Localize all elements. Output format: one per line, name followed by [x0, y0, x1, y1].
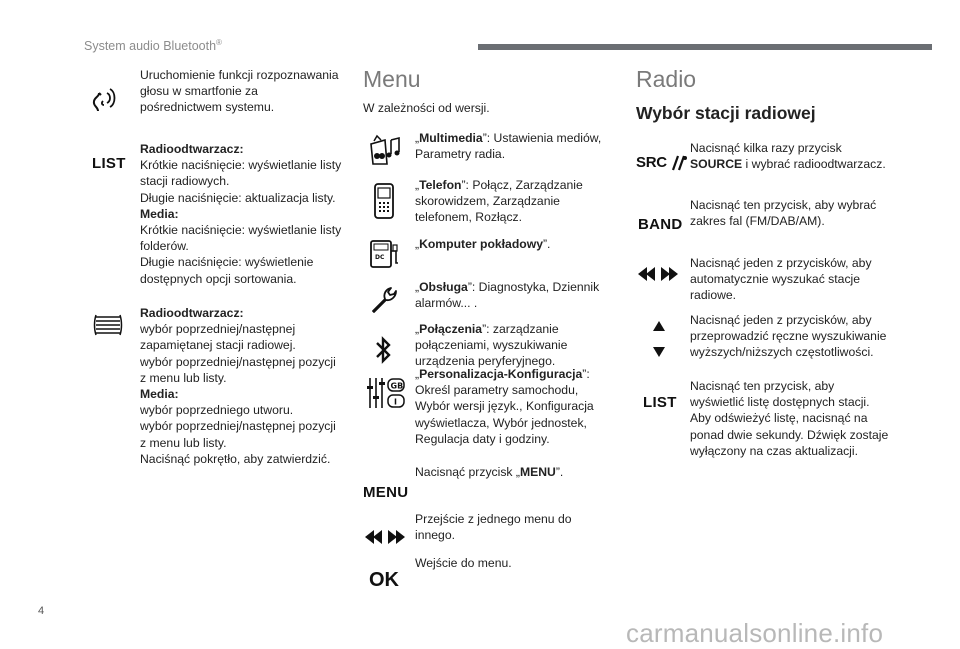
phone-icon	[370, 181, 398, 221]
menu-intro: W zależności od wersji.	[363, 101, 490, 115]
list-description: Radioodtwarzacz: Krótkie naciśnięcie: wyświetlanie listy stacji radiowych. Długie naciśnięcie: aktualizacja listy. Media: Krótkie naciśnięcie: wyświetlanie listy folderów. Długie naciśnięcie: wyświetlenie dostępnych opcji sortowania.	[140, 142, 342, 286]
knob-description: Radioodtwarzacz: wybór poprzedniej/następnej zapamiętanej stacji radiowej. wybór poprzedniej/następnej pozycji z menu lub listy. Media: wybór poprzedniego utworu. wybór poprzedniej/następnej pozycji z menu lub listy. Naciśnąć pokrętło, aby zatwierdzić.	[140, 306, 336, 466]
up-down-arrows-icon	[650, 320, 668, 358]
footer-watermark: carmanualsonline.info	[626, 618, 884, 648]
menu-item-komputer: „Komputer pokładowy”.	[415, 237, 551, 251]
trip-computer-icon	[367, 238, 401, 270]
menu-item-multimedia: „Multimedia”: Ustawienia mediów, Parametry radia.	[415, 131, 602, 162]
menu-button-icon: MENU	[363, 484, 409, 501]
seek-text: Nacisnąć jeden z przycisków, aby automatycznie wyszukać stacje radiowe.	[690, 256, 872, 303]
menu-button-text: Nacisnąć przycisk „MENU”.	[415, 465, 564, 479]
radio-list-button-icon: LIST	[643, 394, 677, 411]
src-text: Nacisnąć kilka razy przycisk SOURCE i wybrać radioodtwarzacz.	[690, 141, 886, 172]
band-text: Nacisnąć ten przycisk, aby wybrać zakres fal (FM/DAB/AM).	[690, 198, 877, 229]
multimedia-icon	[364, 133, 404, 169]
ok-text: Wejście do menu.	[415, 556, 512, 570]
seek-arrows-icon	[636, 264, 680, 284]
src-button-icon: SRC	[636, 154, 689, 171]
bluetooth-icon	[372, 332, 394, 368]
menu-item-personalizacja: „Personalizacja-Konfiguracja”: Określ parametry samochodu, Wybór wersji język., Konfiguracja wyświetlacza, Wybór jednostek, Regulacja daty i godziny.	[415, 367, 594, 446]
radio-heading: Radio	[636, 66, 697, 92]
voice-recognition-text: Uruchomienie funkcji rozpoznawania głosu w smartfonie za pośrednictwem systemu.	[140, 68, 339, 115]
radio-list-text: Nacisnąć ten przycisk, aby wyświetlić listę dostępnych stacji. Aby odświeżyć listę, nacisnąć na ponad dwie sekundy. Dźwięk zostaje wyłączony na czas aktualizacji.	[690, 379, 889, 458]
ok-button-icon: OK	[369, 569, 399, 591]
header-bar	[478, 44, 932, 50]
arrows-menu-text: Przejście z jednego menu do innego.	[415, 512, 572, 543]
band-button-icon: BAND	[638, 216, 683, 233]
svg-text:DC: DC	[375, 254, 385, 261]
menu-item-telefon: „Telefon”: Połącz, Zarządzanie skorowidzem, Zarządzanie telefonem, Rozłącz.	[415, 178, 583, 225]
menu-item-obsluga: „Obsługa”: Diagnostyka, Dziennik alarmów... .	[415, 280, 600, 311]
page-number: 4	[38, 605, 45, 617]
voice-recognition-icon	[88, 84, 122, 114]
header-title: System audio Bluetooth®	[84, 38, 222, 54]
svg-text:I: I	[394, 397, 397, 407]
svg-text:GB: GB	[390, 381, 404, 391]
settings-sliders-icon	[364, 375, 408, 411]
rotary-knob-icon	[92, 312, 124, 338]
left-right-arrows-icon	[363, 527, 407, 547]
wrench-icon	[368, 284, 400, 316]
list-button-icon: LIST	[92, 155, 126, 172]
manual-search-text: Nacisnąć jeden z przycisków, aby przeprowadzić ręczne wyszukiwanie wyższych/niższych częstotliwości.	[690, 313, 887, 360]
menu-item-polaczenia: „Połączenia”: zarządzanie połączeniami, wyszukiwanie urządzenia peryferyjnego.	[415, 322, 568, 369]
radio-subheading: Wybór stacji radiowej	[636, 103, 816, 123]
menu-heading: Menu	[363, 66, 421, 92]
